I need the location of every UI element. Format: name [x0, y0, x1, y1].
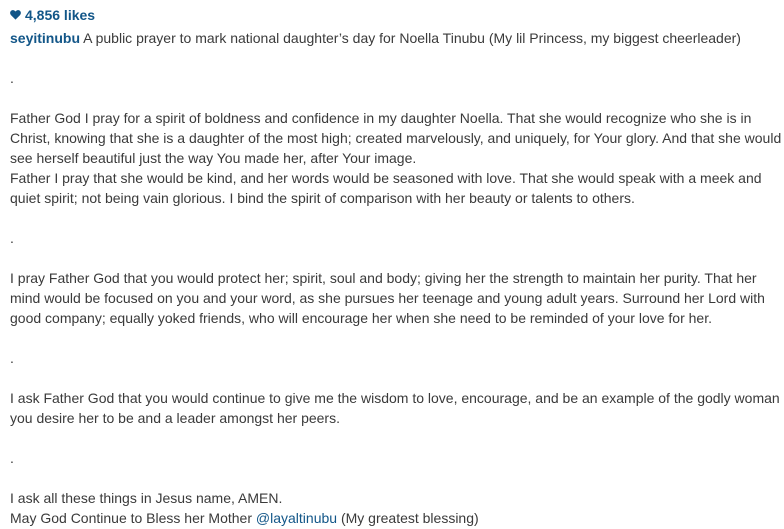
caption-intro	[10, 28, 741, 48]
prayer-paragraph-1	[10, 108, 782, 208]
blessing-prefix: May God Continue to Bless her Mother	[10, 510, 253, 526]
blessing-suffix: (My greatest blessing)	[340, 510, 479, 526]
separator-dot: .	[10, 70, 14, 86]
mention-link[interactable]: @layaltinubu	[255, 510, 338, 526]
separator-dot: .	[10, 350, 14, 366]
caption-intro-text: A public prayer to mark national daughter’s day for Noella Tinubu (My lil Princess, my biggest cheerleader)	[83, 30, 741, 46]
username-link[interactable]: seyitinubu	[10, 30, 81, 46]
likes-label: 4,856 likes	[25, 7, 96, 23]
prayer-paragraph-1-line-2: Father I pray that she would be kind, and her words would be seasoned with love. That she would speak with a meek and quiet spirit; not being vain glorious. I bind the spirit of comparison with her beauty or talents to others.	[10, 170, 762, 206]
separator-dot: .	[10, 450, 14, 466]
prayer-paragraph-2: I pray Father God that you would protect her; spirit, soul and body; giving her the strength to maintain her purity. That her mind would be focused on you and your word, as she pursues her teenage and young adult years. Surround her Lord with good company; equally yoked friends, who will encourage her when she need to be reminded of your love for her.	[10, 270, 765, 326]
likes-count[interactable]	[10, 6, 95, 24]
separator-dot: .	[10, 230, 14, 246]
prayer-paragraph-3: I ask Father God that you would continue to give me the wisdom to love, encourage, and be an example of the godly woman you desire her to be and a leader amongst her peers.	[10, 390, 780, 426]
heart-icon	[10, 10, 21, 20]
blessing-line	[10, 508, 782, 528]
prayer-paragraph-1-line-1: Father God I pray for a spirit of boldness and confidence in my daughter Noella. That she would recognize who she is in Christ, knowing that she is a daughter of the most high; created marvelously, and uniquely, for Your glory. And that she would see herself beautiful just the way You made her, after Your image.	[10, 110, 782, 166]
closing-line: I ask all these things in Jesus name, AMEN.	[10, 490, 283, 506]
